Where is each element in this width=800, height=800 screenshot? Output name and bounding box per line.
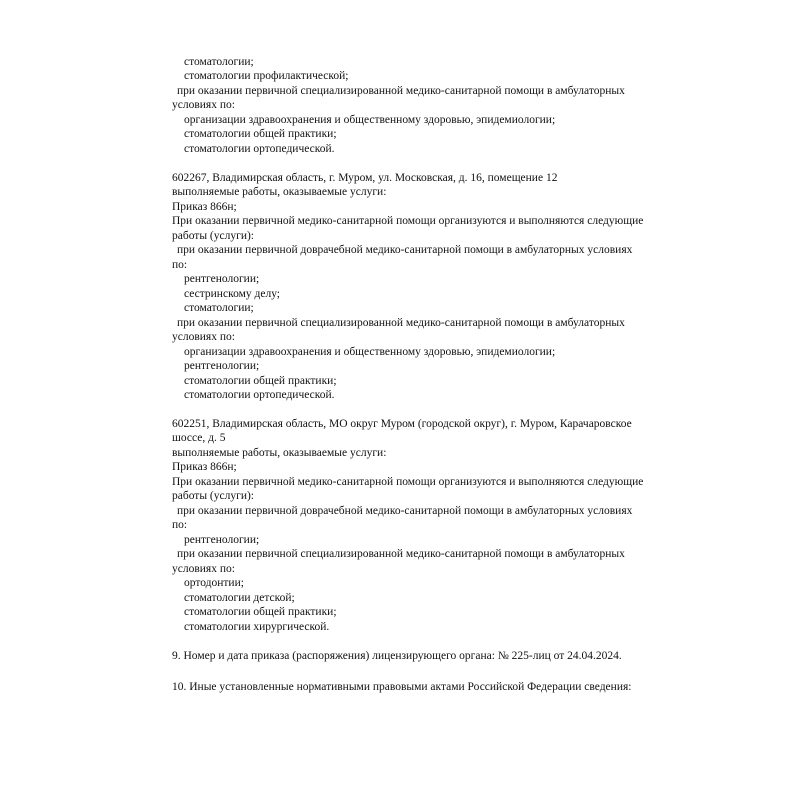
- text-line: При оказании первичной медико-санитарной помощи организуются и выполняются следующие: [172, 215, 644, 227]
- text-line: стоматологии хирургической.: [184, 621, 330, 633]
- text-line: сестринскому делу;: [184, 288, 280, 300]
- text-line: стоматологии общей практики;: [184, 375, 337, 387]
- text-line: при оказании первичной специализированной медико-санитарной помощи в амбулаторных: [177, 85, 625, 97]
- text-line: по:: [172, 259, 188, 271]
- text-line: ортодонтии;: [184, 577, 244, 589]
- address-line: 602267, Владимирская область, г. Муром, ул. Московская, д. 16, помещение 12: [172, 172, 558, 184]
- text-line: организации здравоохранения и общественному здоровью, эпидемиологии;: [184, 114, 556, 126]
- text-line: стоматологии общей практики;: [184, 606, 337, 618]
- text-line: стоматологии детской;: [184, 592, 295, 604]
- text-line: по:: [172, 519, 188, 531]
- text-line: стоматологии;: [184, 302, 254, 314]
- text-line: условиях по:: [172, 563, 235, 575]
- text-line: работы (услуги):: [172, 230, 254, 242]
- text-line: при оказании первичной специализированной медико-санитарной помощи в амбулаторных: [177, 317, 625, 329]
- text-line: выполняемые работы, оказываемые услуги:: [172, 186, 387, 198]
- text-line: при оказании первичной специализированной медико-санитарной помощи в амбулаторных: [177, 548, 625, 560]
- text-line: работы (услуги):: [172, 490, 254, 502]
- text-line: стоматологии ортопедической.: [184, 143, 335, 155]
- text-line: стоматологии;: [184, 56, 254, 68]
- text-line: стоматологии общей практики;: [184, 128, 337, 140]
- text-line: условиях по:: [172, 99, 235, 111]
- text-line: шоссе, д. 5: [172, 432, 226, 444]
- address-line: 602251, Владимирская область, МО округ Муром (городской округ), г. Муром, Карачаровское: [172, 418, 632, 430]
- text-line: условиях по:: [172, 331, 235, 343]
- text-line: выполняемые работы, оказываемые услуги:: [172, 447, 387, 459]
- text-line: При оказании первичной медико-санитарной помощи организуются и выполняются следующие: [172, 476, 644, 488]
- text-line: стоматологии профилактической;: [184, 70, 349, 82]
- text-line: стоматологии ортопедической.: [184, 389, 335, 401]
- text-line: Приказ 866н;: [172, 201, 237, 213]
- item-9: 9. Номер и дата приказа (распоряжения) лицензирующего органа: № 225-лиц от 24.04.2024.: [172, 650, 622, 662]
- text-line: Приказ 866н;: [172, 461, 237, 473]
- item-10: 10. Иные установленные нормативными правовыми актами Российской Федерации сведения:: [172, 681, 632, 693]
- text-line: рентгенологии;: [184, 534, 260, 546]
- text-line: организации здравоохранения и общественному здоровью, эпидемиологии;: [184, 346, 556, 358]
- text-line: при оказании первичной доврачебной медико-санитарной помощи в амбулаторных условиях: [177, 244, 633, 256]
- text-line: при оказании первичной доврачебной медико-санитарной помощи в амбулаторных условиях: [177, 505, 633, 517]
- text-line: рентгенологии;: [184, 273, 260, 285]
- text-line: рентгенологии;: [184, 360, 260, 372]
